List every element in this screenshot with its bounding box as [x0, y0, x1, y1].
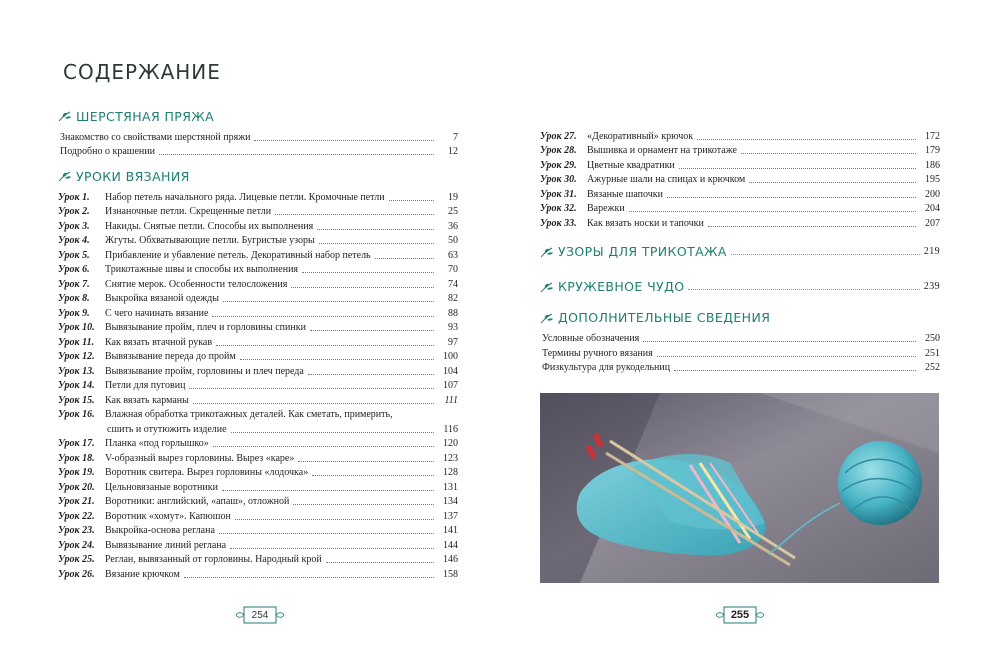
toc-entry[interactable] [58, 407, 458, 422]
entry-title: Снятие мерок. Особенности телосложения [105, 278, 288, 290]
lesson-label: Урок 4. [58, 235, 90, 246]
page-number-ref: 131 [443, 481, 458, 493]
entry-title: Вязаные шапочки [587, 188, 664, 200]
lesson-label: Урок 5. [58, 249, 90, 261]
toc-entry[interactable] [58, 276, 458, 291]
lesson-label: Урок 31. [540, 188, 577, 200]
toc-entry[interactable] [58, 233, 458, 248]
page-number-ref: 239 [923, 281, 940, 292]
page-number-ref: 93 [448, 322, 458, 333]
toc-entry[interactable] [58, 421, 458, 436]
toc-entry[interactable] [58, 334, 458, 349]
lesson-label: Урок 15. [58, 394, 95, 406]
lesson-label: Урок 2. [58, 206, 90, 217]
page-number-ref: 251 [925, 347, 940, 359]
page-number-ref: 88 [448, 307, 458, 319]
page-number-ref: 19 [448, 191, 458, 203]
lesson-label: Урок 11. [58, 336, 95, 348]
lesson-label: Урок 30. [540, 174, 577, 185]
toc-entry[interactable] [58, 349, 458, 364]
entry-title: Выкройка вязаной одежды [105, 293, 219, 304]
page-number-ref: 204 [925, 203, 940, 214]
leaf-icon [58, 110, 72, 122]
toc-entry[interactable] [58, 566, 458, 581]
page-number-ref: 207 [925, 217, 940, 229]
section-heading-text: УЗОРЫ ДЛЯ ТРИКОТАЖА [558, 244, 727, 259]
entry-title: Как вязать носки и тапочки [587, 217, 704, 229]
entry-title: Вывязывание линий реглана [105, 539, 227, 551]
page-number-ref: 186 [925, 159, 940, 171]
toc-entry[interactable] [58, 247, 458, 262]
entry-title: Вывязывание пройм, плеч и горловины спинки [105, 322, 306, 333]
lesson-label: Урок 10. [58, 322, 95, 333]
page-number-ref: 25 [448, 206, 458, 217]
page-number-ref: 137 [443, 510, 458, 522]
lesson-label: Урок 12. [58, 351, 95, 362]
toc-entry[interactable] [58, 218, 458, 233]
toc-entry[interactable] [58, 262, 458, 277]
page-number-ref: 12 [448, 146, 458, 157]
entry-title: Жгуты. Обхватывающие петли. Бугристые узоры [105, 235, 315, 246]
toc-entry[interactable] [58, 436, 458, 451]
toc-entry[interactable] [540, 128, 940, 143]
page-number-ref: 97 [448, 336, 458, 348]
toc-entry[interactable] [540, 172, 940, 187]
lesson-label: Урок 28. [540, 145, 577, 156]
lesson-label: Урок 19. [58, 467, 95, 478]
page-number-ref: 146 [443, 554, 458, 565]
section-entries [540, 331, 940, 375]
entry-title: Петли для пуговиц [105, 380, 186, 391]
page-number-left: 254 [235, 604, 285, 626]
page-number-ref: 63 [448, 249, 458, 261]
page-number-ref: 200 [925, 188, 940, 200]
lesson-label: Урок 6. [58, 264, 90, 275]
page-number-ref: 74 [448, 278, 458, 290]
section-heading-text: ДОПОЛНИТЕЛЬНЫЕ СВЕДЕНИЯ [558, 310, 771, 325]
page-number-right: 255 [715, 604, 765, 626]
lesson-label: Урок 33. [540, 217, 577, 229]
entry-title: Воротник свитера. Вырез горловины «лодочка» [105, 467, 309, 478]
toc-entry[interactable] [58, 494, 458, 509]
page-number-ref: 123 [443, 452, 458, 464]
entry-title: Условные обозначения [542, 333, 640, 344]
entry-title: Физкультура для рукодельниц [542, 362, 671, 373]
page-number-ref: 82 [448, 293, 458, 304]
lesson-label: Урок 23. [58, 525, 95, 536]
entry-title: Знакомство со свойствами шерстяной пряжи [60, 131, 251, 143]
leaf-icon [540, 312, 554, 324]
lesson-label: Урок 14. [58, 380, 95, 391]
toc-entry[interactable] [540, 345, 940, 360]
section-entries [540, 128, 940, 230]
lesson-label: Урок 25. [58, 554, 95, 565]
leaf-icon [540, 246, 554, 258]
page-number-ref: 107 [443, 380, 458, 391]
entry-title: Воротники: английский, «апаш», отложной [105, 496, 290, 507]
section-entries [58, 129, 458, 158]
toc-entry[interactable] [58, 508, 458, 523]
entry-title: Варежки [587, 203, 625, 214]
entry-title: С чего начинать вязание [105, 307, 209, 319]
entry-title: Цельновязаные воротники [105, 481, 218, 493]
lesson-label: Урок 21. [58, 496, 95, 507]
leaf-icon [58, 170, 72, 182]
entry-title: Как вязать втачной рукав [105, 336, 213, 348]
lesson-label: Урок 24. [58, 539, 95, 551]
entry-title: Трикотажные швы и способы их выполнения [105, 264, 299, 275]
entry-title: V-образный вырез горловины. Вырез «каре» [105, 452, 295, 464]
lesson-label: Урок 18. [58, 452, 95, 464]
page-number-ref: 111 [444, 394, 458, 406]
entry-title: Вышивка и орнамент на трикотаже [587, 145, 737, 156]
entry-title: Вывязывание пройм, горловины и плеч переда [105, 365, 304, 377]
section-heading[interactable] [540, 244, 940, 260]
lesson-label: Урок 20. [58, 481, 95, 493]
lesson-label: Урок 13. [58, 365, 95, 377]
entry-title: Выкройка-основа реглана [105, 525, 215, 536]
section-heading-text: УРОКИ ВЯЗАНИЯ [76, 168, 190, 184]
page-number-ref: 141 [443, 525, 458, 536]
entry-title: «Декоративный» крючок [587, 130, 694, 142]
lesson-label: Урок 32. [540, 203, 577, 214]
lesson-label: Урок 9. [58, 307, 90, 319]
page-number-ref: 252 [925, 362, 940, 373]
toc-entry[interactable] [58, 537, 458, 552]
toc-entry[interactable] [58, 144, 458, 159]
entry-title: Цветные квадратики [587, 159, 675, 171]
page-number-ref: 219 [923, 246, 940, 257]
lesson-label: Урок 1. [58, 191, 90, 203]
toc-left-column [58, 108, 458, 581]
page-number-ref: 134 [443, 496, 458, 507]
entry-title: Вязание крючком [105, 568, 180, 580]
lesson-label: Урок 3. [58, 220, 90, 232]
page-number-ref: 7 [453, 131, 458, 143]
page-number-ref: 195 [925, 174, 940, 185]
entry-title: Планка «под горлышко» [105, 438, 209, 449]
section-heading-text: ШЕРСТЯНАЯ ПРЯЖА [76, 108, 215, 124]
toc-entry[interactable] [540, 186, 940, 201]
entry-title: сшить и отутюжить изделие [107, 423, 227, 435]
entry-title: Подробно о крашении [60, 146, 155, 157]
page-number-ref: 116 [443, 423, 458, 435]
lesson-label: Урок 7. [58, 278, 90, 290]
toc-entry[interactable] [58, 552, 458, 567]
toc-entry[interactable] [58, 204, 458, 219]
page-number-ref: 250 [925, 333, 940, 344]
section-heading[interactable] [540, 310, 940, 326]
page-number-ref: 128 [443, 467, 458, 478]
lesson-label: Урок 8. [58, 293, 90, 304]
toc-right-column [540, 128, 940, 374]
page-number-ref: 158 [443, 568, 458, 580]
page-number-ref: 36 [448, 220, 458, 232]
toc-entry[interactable] [58, 450, 458, 465]
toc-entry[interactable] [58, 305, 458, 320]
toc-entry[interactable] [58, 129, 458, 144]
page-number-ref: 172 [925, 130, 940, 142]
section-heading-text: КРУЖЕВНОЕ ЧУДО [558, 279, 685, 294]
lesson-label: Урок 16. [58, 409, 95, 420]
toc-entry[interactable] [58, 363, 458, 378]
entry-title: Ажурные шали на спицах и крючком [587, 174, 746, 185]
lesson-label: Урок 22. [58, 510, 95, 522]
entry-title: Вывязывание переда до пройм [105, 351, 236, 362]
leaf-icon [540, 281, 554, 293]
entry-title: Реглан, вывязанный от горловины. Народный крой [105, 554, 322, 565]
page-number-ref: 120 [443, 438, 458, 449]
entry-title: Как вязать карманы [105, 394, 189, 406]
toc-entry[interactable] [540, 215, 940, 230]
page-number-ref: 70 [448, 264, 458, 275]
toc-entry[interactable] [540, 143, 940, 158]
toc-entry[interactable] [58, 392, 458, 407]
entry-title: Прибавление и убавление петель. Декоративный набор петель [105, 249, 371, 261]
section-heading[interactable] [58, 108, 458, 124]
entry-title: Влажная обработка трикотажных деталей. Как сметать, примерить, [105, 409, 393, 420]
toc-entry[interactable] [540, 360, 940, 375]
page-title: СОДЕРЖАНИЕ [63, 60, 221, 84]
toc-entry[interactable] [540, 157, 940, 172]
lesson-label: Урок 29. [540, 159, 577, 171]
page-number-ref: 50 [448, 235, 458, 246]
entry-title: Воротник «хомут». Капюшон [105, 510, 231, 522]
section-heading[interactable] [540, 279, 940, 295]
toc-entry[interactable] [58, 378, 458, 393]
section-heading[interactable] [58, 168, 458, 184]
lesson-label: Урок 17. [58, 438, 95, 449]
page-number-ref: 179 [925, 145, 940, 156]
toc-entry[interactable] [540, 201, 940, 216]
toc-entry[interactable] [58, 189, 458, 204]
page-number-ref: 144 [443, 539, 458, 551]
lesson-label: Урок 27. [540, 130, 577, 142]
entry-title: Термины ручного вязания [542, 347, 653, 359]
entry-title: Изнаночные петли. Скрещенные петли [105, 206, 272, 217]
knitting-photo [540, 393, 939, 583]
entry-title: Набор петель начального ряда. Лицевые петли. Кромочные петли [105, 191, 385, 203]
toc-entry[interactable] [58, 479, 458, 494]
lesson-label: Урок 26. [58, 568, 95, 580]
page-number-ref: 104 [443, 365, 458, 377]
toc-entry[interactable] [58, 291, 458, 306]
toc-entry[interactable] [58, 523, 458, 538]
section-entries [58, 189, 458, 581]
entry-title: Накиды. Снятые петли. Способы их выполнения [105, 220, 314, 232]
page-number-ref: 100 [443, 351, 458, 362]
toc-entry[interactable] [58, 465, 458, 480]
toc-entry[interactable] [540, 331, 940, 346]
toc-entry[interactable] [58, 320, 458, 335]
